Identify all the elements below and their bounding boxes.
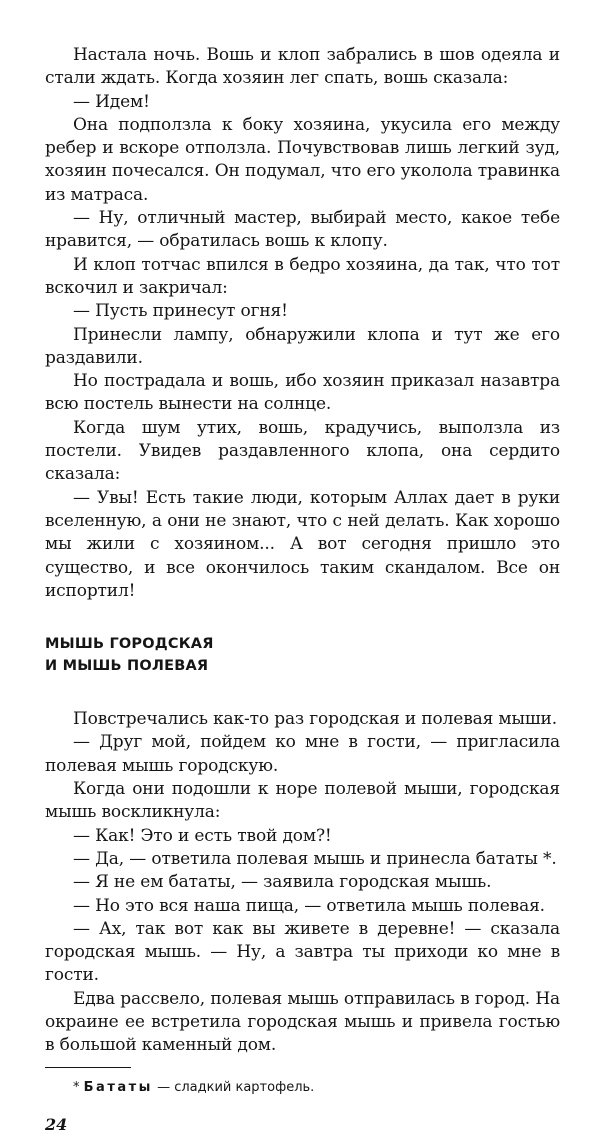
paragraph: Принесли лампу, обнаружили клопа и тут же его раздавили. (45, 324, 560, 368)
paragraph: — Да, — ответила полевая мышь и принесла бататы *. (73, 848, 557, 869)
footnote (73, 1079, 560, 1097)
story-title (45, 633, 560, 677)
paragraph: Едва рассвело, полевая мышь отправилась в город. На окраине ее встретила городская мышь и привела гостью в большой каменный дом. (45, 988, 560, 1056)
footnote-definition: — сладкий картофель. (157, 1079, 315, 1095)
paragraph: Повстречались как-то раз городская и полевая мыши. (73, 709, 557, 730)
story-title-line-2: И МЫШЬ ПОЛЕВАЯ (45, 658, 209, 675)
paragraph: Но пострадала и вошь, ибо хозяин приказал назавтра всю постель вынести на солнце. (45, 371, 560, 415)
footnote-marker: * (73, 1079, 80, 1095)
paragraph: Настала ночь. Вошь и клоп забрались в шов одеяла и стали ждать. Когда хозяин лег спать, вошь сказала: (45, 45, 560, 89)
paragraph: Когда они подошли к норе полевой мыши, городская мышь воскликнула: (45, 779, 560, 823)
paragraph: — Идем! (73, 91, 150, 112)
paragraph: — Ну, отличный мастер, выбирай место, какое тебе нравится, — обратилась вошь к клопу. (45, 208, 560, 252)
footnote-divider (45, 1067, 131, 1068)
paragraph: — Но это вся наша пища, — ответила мышь полевая. (73, 895, 545, 916)
paragraph: — Увы! Есть такие люди, которым Аллах дает в руки вселенную, а они не знают, что с ней делать. Как хорошо мы жили с хозяином... А вот сегодня пришло это существо, и все окончилось таким скандалом. Все он испортил! (45, 487, 560, 601)
paragraph: — Я не ем бататы, — заявила городская мышь. (73, 872, 492, 893)
book-page (45, 44, 560, 1135)
paragraph: — Пусть принесут огня! (73, 301, 288, 322)
footnote-term: Бататы (83, 1079, 153, 1095)
paragraph: — Как! Это и есть твой дом?! (73, 825, 332, 846)
story-title-line-1: МЫШЬ ГОРОДСКАЯ (45, 636, 214, 653)
page-number: 24 (45, 1114, 68, 1134)
paragraph: Когда шум утих, вошь, крадучись, выползла из постели. Увидев раздавленного клопа, она сердито сказала: (45, 417, 560, 485)
paragraph: Она подползла к боку хозяина, укусила его между ребер и вскоре отползла. Почувствовав лишь легкий зуд, хозяин почесался. Он подумал, что его уколола травинка из матраса. (45, 114, 560, 205)
paragraph: И клоп тотчас впился в бедро хозяина, да так, что тот вскочил и закричал: (45, 254, 560, 298)
story-lice-and-bedbug (45, 44, 560, 603)
paragraph: — Друг мой, пойдем ко мне в гости, — пригласила полевая мышь городскую. (45, 732, 560, 776)
paragraph: — Ах, так вот как вы живете в деревне! — сказала городская мышь. — Ну, а завтра ты приходи ко мне в гости. (45, 918, 560, 986)
story-town-mouse-and-field-mouse (45, 708, 560, 1057)
